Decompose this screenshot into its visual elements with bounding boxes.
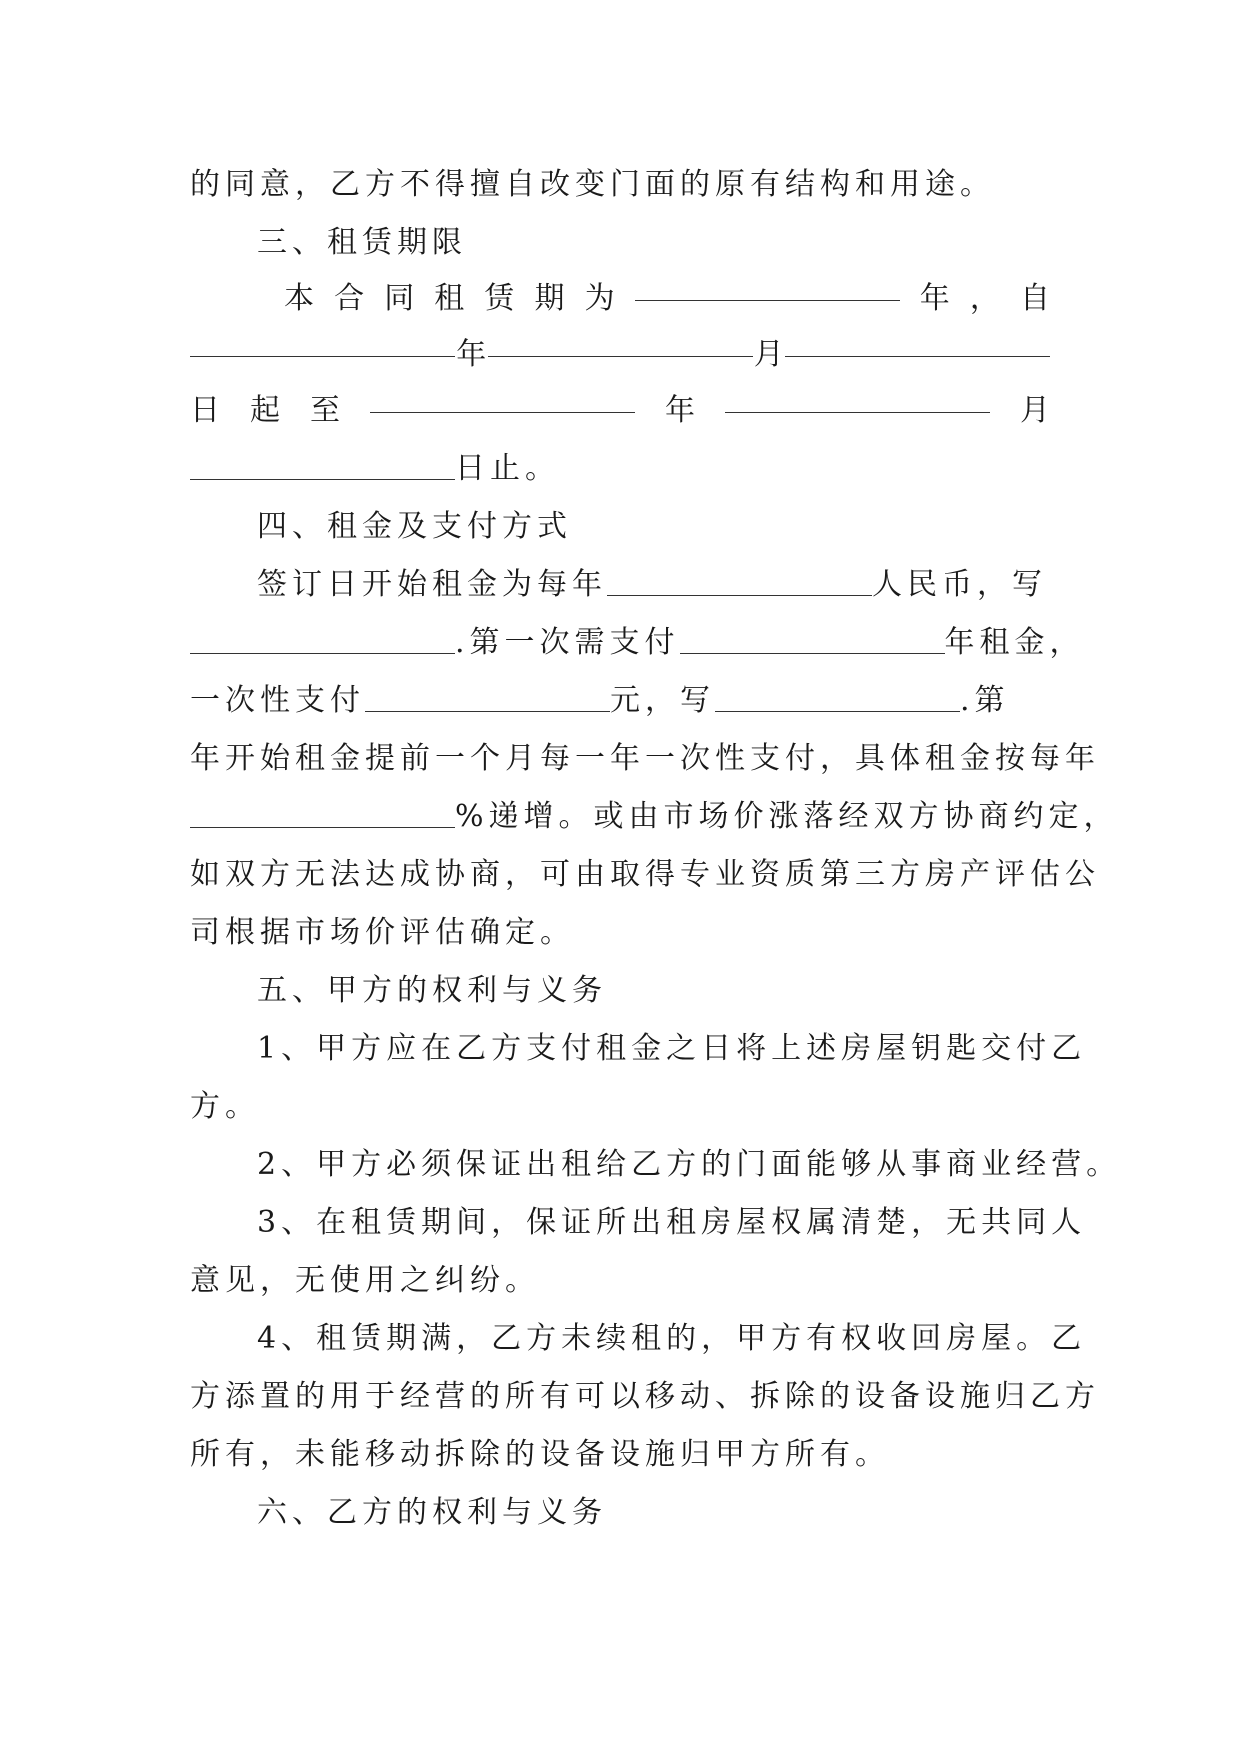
section-heading-party-b-rights: 六、乙方的权利与义务 — [257, 1495, 607, 1530]
text-line: 3、在租赁期间，保证所出租房屋权属清楚，无共同人 — [257, 1205, 1087, 1240]
text-line: 年 月 — [190, 326, 1050, 384]
blank-field — [725, 382, 990, 413]
blank-field — [785, 326, 1050, 357]
blank-field — [190, 449, 455, 480]
blank-field — [370, 382, 635, 413]
text-line: 一次性支付 元，写 .第 — [190, 683, 1010, 718]
blank-field — [488, 326, 753, 357]
text-line: 的同意，乙方不得擅自改变门面的原有结构和用途。 — [190, 167, 995, 202]
text-line: %递增。或由市场价涨落经双方协商约定， — [190, 788, 1050, 846]
text-line: 日 起 至 年 月 — [190, 382, 1050, 440]
blank-field — [190, 797, 455, 828]
blank-field — [680, 623, 945, 654]
blank-field — [715, 681, 960, 712]
text-line: 司根据市场价评估确定。 — [190, 915, 575, 950]
text-line: 本 合 同 租 赁 期 为 年 ， 自 — [284, 270, 1050, 328]
text-line: 年开始租金提前一个月每一年一次性支付，具体租金按每年 — [190, 741, 1100, 776]
blank-field — [365, 681, 610, 712]
section-heading-lease-term: 三、租赁期限 — [257, 225, 467, 260]
blank-field — [190, 623, 455, 654]
text-line: 2、甲方必须保证出租给乙方的门面能够从事商业经营。 — [257, 1147, 1122, 1182]
text-line: 意见，无使用之纠纷。 — [190, 1263, 540, 1298]
text-line: 如双方无法达成协商，可由取得专业资质第三方房产评估公 — [190, 857, 1100, 892]
blank-field — [635, 270, 900, 301]
blank-field — [607, 565, 872, 596]
text-line: 所有，未能移动拆除的设备设施归甲方所有。 — [190, 1437, 890, 1472]
section-heading-party-a-rights: 五、甲方的权利与义务 — [257, 973, 607, 1008]
text-line: 方添置的用于经营的所有可以移动、拆除的设备设施归乙方 — [190, 1379, 1100, 1414]
text-line: 1、甲方应在乙方支付租金之日将上述房屋钥匙交付乙 — [257, 1031, 1087, 1066]
blank-field — [190, 326, 455, 357]
text-line: 4、租赁期满，乙方未续租的，甲方有权收回房屋。乙 — [257, 1321, 1087, 1356]
text-line: 签订日开始租金为每年 人民币，写 — [257, 567, 1047, 602]
section-heading-rent-payment: 四、租金及支付方式 — [257, 509, 572, 544]
text-line: 日止。 — [190, 440, 1050, 498]
text-line: .第一次需支付 年租金， — [190, 614, 1050, 672]
text-line: 方。 — [190, 1089, 260, 1124]
